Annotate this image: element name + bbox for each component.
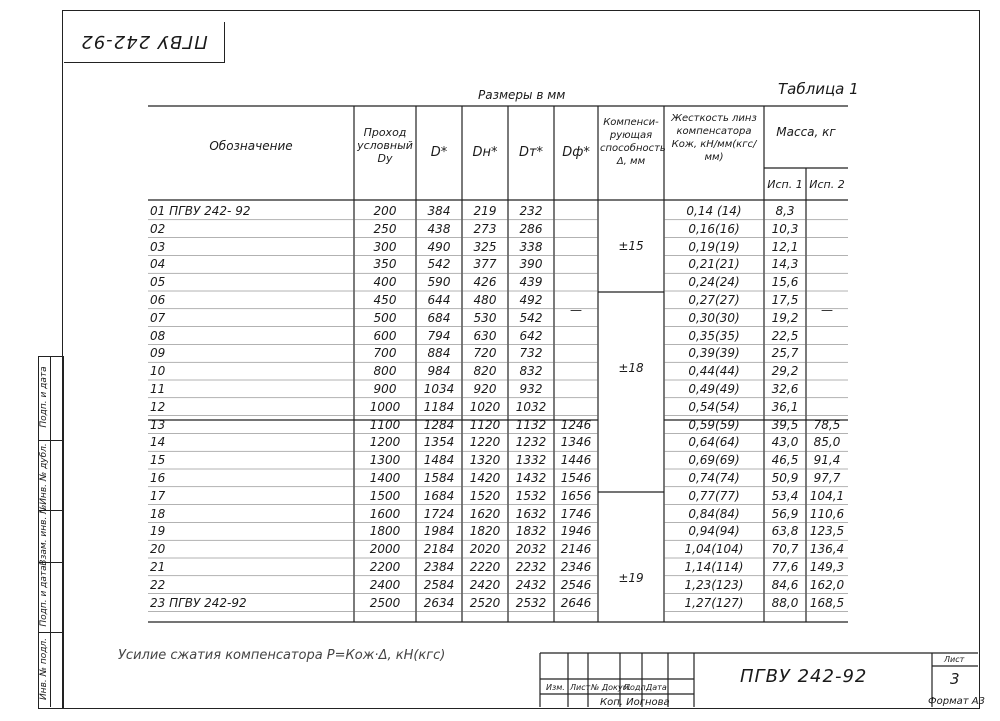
cell-dt: 1332	[515, 453, 547, 468]
cell-dy: 1600	[369, 506, 401, 521]
cell-dn: 820	[473, 364, 497, 379]
cell-d: 1354	[423, 435, 455, 450]
cell-dy: 600	[373, 328, 397, 343]
cell-name: 10	[150, 364, 166, 379]
cell-stiff: 0,74(74)	[688, 471, 740, 485]
cell-dt: 390	[519, 257, 543, 272]
cell-dn: 1520	[469, 488, 501, 503]
cell-dn: 1120	[469, 417, 501, 432]
cell-stiff: 0,49(49)	[688, 382, 740, 396]
cell-m1: 19,2	[771, 310, 799, 325]
cell-dy: 700	[373, 346, 397, 361]
cell-stiff: 0,24(24)	[688, 275, 740, 290]
cell-dt: 2432	[515, 577, 547, 592]
cell-df: 2146	[560, 542, 592, 557]
cell-stiff: 1,23(123)	[684, 577, 744, 592]
cell-dt: 542	[519, 310, 543, 325]
cell-dy: 800	[373, 364, 397, 379]
cell-dt: 1132	[515, 417, 547, 432]
cell-d: 2634	[423, 595, 455, 610]
cell-name: 05	[150, 275, 166, 290]
cell-d: 1724	[423, 506, 455, 521]
cell-dt: 932	[519, 382, 543, 396]
cell-name: 23 ПГВУ 242-92	[150, 595, 247, 610]
cell-dt: 1032	[515, 399, 547, 414]
cell-dy: 1300	[369, 453, 401, 468]
cell-stiff: 0,59(59)	[688, 417, 740, 432]
cell-dy: 400	[373, 275, 397, 290]
cell-dt: 286	[519, 221, 543, 236]
header-stiff: Жесткость линз компенсатора Кож, кН/мм(кгс/мм)	[671, 113, 757, 163]
cell-d: 384	[427, 204, 451, 218]
sidebar-label-dup-inv: Инв. № дубл.	[39, 443, 49, 505]
cell-dn: 2020	[469, 542, 501, 557]
cell-df: 1656	[560, 488, 592, 503]
cell-dy: 1500	[369, 488, 401, 503]
cell-m1: 8,3	[775, 204, 795, 218]
cell-d: 984	[427, 364, 451, 379]
cell-name: 15	[150, 453, 166, 468]
cell-dn: 273	[473, 221, 497, 236]
cell-name: 12	[150, 399, 166, 414]
cell-d: 1684	[423, 488, 455, 503]
cell-name: 08	[150, 328, 166, 343]
cell-dn: 426	[473, 275, 497, 290]
cell-dn: 1620	[469, 506, 501, 521]
cell-stiff: 0,94(94)	[688, 524, 740, 539]
cell-df: 2546	[560, 577, 592, 592]
cell-m1: 70,7	[771, 542, 799, 557]
cell-df: 1246	[560, 417, 592, 432]
cell-d: 794	[427, 328, 451, 343]
dims-note: Размеры в мм	[478, 88, 566, 102]
cell-stiff: 0,21(21)	[688, 257, 740, 272]
header-dy: Проход условный Dy	[357, 126, 413, 165]
sidebar-label-sign-date-2: Подп. и дата	[39, 565, 49, 627]
comp-range-b: ±18	[618, 361, 644, 375]
cell-m2: 110,6	[809, 506, 845, 521]
tb-col-sign: Подп.	[624, 683, 649, 692]
cell-d: 1484	[423, 453, 455, 468]
cell-dy: 2000	[369, 542, 401, 557]
sidebar-label-orig-inv: Инв. № подл.	[39, 637, 49, 701]
cell-d: 644	[427, 293, 451, 307]
sheet-label: Лист	[944, 655, 965, 664]
cell-dn: 2220	[469, 560, 501, 574]
cell-df: 1946	[560, 524, 592, 539]
cell-dy: 1100	[369, 417, 401, 432]
cell-m2: 85,0	[813, 435, 841, 450]
cell-d: 542	[427, 257, 451, 272]
cell-dy: 200	[373, 204, 397, 218]
cell-name: 09	[150, 346, 166, 361]
cell-m1: 39,5	[771, 417, 799, 432]
cell-d: 490	[427, 239, 451, 254]
cell-stiff: 1,04(104)	[684, 542, 744, 557]
cell-dy: 450	[373, 293, 397, 307]
cell-stiff: 0,30(30)	[688, 310, 740, 325]
cell-m1: 17,5	[771, 293, 799, 307]
cell-dn: 1220	[469, 435, 501, 450]
cell-name: 06	[150, 293, 166, 307]
cell-stiff: 0,14 (14)	[686, 204, 742, 218]
table-title: Таблица 1	[778, 80, 859, 98]
cell-d: 1184	[423, 399, 455, 414]
cell-name: 16	[150, 471, 166, 485]
cell-name: 04	[150, 257, 166, 272]
cell-m1: 53,4	[771, 488, 799, 503]
cell-stiff: 0,19(19)	[688, 239, 740, 254]
cell-dy: 1400	[369, 471, 401, 485]
cell-dn: 480	[473, 293, 497, 307]
cell-dy: 2200	[369, 560, 401, 574]
cell-stiff: 0,69(69)	[688, 453, 740, 468]
cell-d: 2584	[423, 577, 455, 592]
cell-name: 20	[150, 542, 166, 557]
cell-dy: 250	[373, 221, 397, 236]
cell-dt: 2232	[515, 560, 547, 574]
cell-dn: 1820	[469, 524, 501, 539]
cell-m2: 78,5	[813, 417, 841, 432]
header-isp1: Исп. 1	[767, 178, 803, 191]
cell-d: 1284	[423, 417, 455, 432]
cell-dy: 1800	[369, 524, 401, 539]
mass2-dash: —	[821, 303, 833, 317]
cell-m1: 50,9	[771, 471, 799, 485]
cell-m1: 22,5	[771, 328, 799, 343]
cell-dt: 832	[519, 364, 543, 379]
cell-dn: 219	[473, 204, 497, 218]
cell-dy: 300	[373, 239, 397, 254]
cell-dn: 2420	[469, 577, 501, 592]
cell-name: 21	[150, 560, 166, 574]
cell-m2: 149,3	[809, 560, 845, 574]
tb-col-date: Дата	[646, 683, 667, 692]
cell-dt: 1632	[515, 506, 547, 521]
sheet-number: 3	[950, 670, 960, 688]
cell-m1: 36,1	[771, 399, 799, 414]
cell-m1: 77,6	[771, 560, 799, 574]
cell-m1: 32,6	[771, 382, 799, 396]
header-designation: Обозначение	[209, 139, 293, 153]
cell-d: 2384	[423, 560, 455, 574]
cell-df: 1746	[560, 506, 592, 521]
tb-col-list: Лист	[570, 683, 591, 692]
cell-name: 03	[150, 239, 166, 254]
cell-d: 684	[427, 310, 451, 325]
cell-name: 07	[150, 310, 166, 325]
cell-name: 18	[150, 506, 166, 521]
cell-m1: 12,1	[771, 239, 799, 254]
cell-dt: 2032	[515, 542, 547, 557]
cell-name: 14	[150, 435, 166, 450]
header-mass: Масса, кг	[776, 125, 836, 139]
header-isp2: Исп. 2	[809, 178, 845, 191]
cell-stiff: 0,77(77)	[688, 488, 740, 503]
cell-dn: 720	[473, 346, 497, 361]
cell-dy: 1000	[369, 399, 401, 414]
tb-col-izm: Изм.	[546, 683, 565, 692]
cell-dt: 1432	[515, 471, 547, 485]
title-block-code: ПГВУ 242-92	[740, 666, 868, 687]
cell-dn: 630	[473, 328, 497, 343]
cell-dt: 492	[519, 293, 543, 307]
cell-dy: 500	[373, 310, 397, 325]
header-dn: Dн*	[472, 145, 498, 160]
cell-dt: 439	[519, 275, 543, 290]
top-stamp-code: ПГВУ 242-92	[80, 31, 208, 53]
cell-dn: 1420	[469, 471, 501, 485]
cell-m1: 63,8	[771, 524, 799, 539]
cell-dn: 1320	[469, 453, 501, 468]
cell-m1: 43,0	[771, 435, 799, 450]
cell-dy: 2500	[369, 595, 401, 610]
cell-dt: 1232	[515, 435, 547, 450]
cell-name: 01 ПГВУ 242- 92	[150, 204, 251, 218]
cell-m2: 168,5	[809, 595, 845, 610]
cell-dt: 232	[519, 204, 543, 218]
cell-name: 13	[150, 417, 166, 432]
cell-dn: 920	[473, 382, 497, 396]
cell-d: 1034	[423, 382, 455, 396]
cell-dt: 338	[519, 239, 543, 254]
cell-name: 02	[150, 221, 166, 236]
cell-d: 1584	[423, 471, 455, 485]
cell-d: 884	[427, 346, 451, 361]
cell-df: 1346	[560, 435, 592, 450]
copied-by: Коп. Иогнова	[600, 697, 670, 708]
cell-stiff: 0,84(84)	[688, 506, 740, 521]
cell-m1: 25,7	[771, 346, 799, 361]
header-d: D*	[430, 145, 448, 160]
cell-df: 2346	[560, 560, 592, 574]
cell-m2: 97,7	[813, 471, 841, 485]
sidebar-label-repl-inv: Взам. инв. №	[39, 504, 49, 566]
cell-m1: 46,5	[771, 453, 799, 468]
cell-d: 2184	[423, 542, 455, 557]
header-dt: Dт*	[518, 145, 544, 160]
cell-dy: 2400	[369, 577, 401, 592]
cell-stiff: 0,39(39)	[688, 346, 740, 361]
cell-df: 1446	[560, 453, 592, 468]
cell-stiff: 1,14(114)	[684, 560, 744, 574]
cell-dn: 325	[473, 239, 497, 254]
footnote: Усилие сжатия компенсатора P=Кож·Δ, кН(кгс)	[118, 648, 446, 663]
comp-range-a: ±15	[618, 239, 644, 253]
cell-dt: 1832	[515, 524, 547, 539]
cell-stiff: 1,27(127)	[684, 595, 744, 610]
cell-m2: 136,4	[809, 542, 845, 557]
header-df: Dф*	[562, 145, 590, 160]
cell-d: 438	[427, 221, 451, 236]
cell-name: 22	[150, 577, 166, 592]
cell-dy: 350	[373, 257, 397, 272]
df-dash: —	[570, 303, 582, 317]
cell-m1: 84,6	[771, 577, 799, 592]
cell-stiff: 0,64(64)	[688, 435, 740, 450]
cell-m2: 91,4	[813, 453, 841, 468]
cell-stiff: 0,27(27)	[688, 293, 740, 307]
cell-name: 11	[150, 382, 166, 396]
comp-range-c: ±19	[618, 571, 644, 585]
cell-dt: 1532	[515, 488, 547, 503]
cell-df: 1546	[560, 471, 592, 485]
cell-dn: 1020	[469, 399, 501, 414]
cell-name: 17	[150, 488, 166, 503]
cell-dt: 2532	[515, 595, 547, 610]
cell-m1: 88,0	[771, 595, 799, 610]
cell-dn: 530	[473, 310, 497, 325]
cell-m1: 56,9	[771, 506, 799, 521]
cell-m2: 104,1	[809, 488, 845, 503]
cell-m2: 123,5	[809, 524, 845, 539]
cell-d: 1984	[423, 524, 455, 539]
cell-stiff: 0,44(44)	[688, 364, 740, 379]
sidebar-label-sign-date-1: Подп. и дата	[39, 366, 49, 428]
cell-d: 590	[427, 275, 451, 290]
format-label: Формат А3	[928, 696, 985, 707]
cell-dt: 642	[519, 328, 543, 343]
cell-m1: 10,3	[771, 221, 799, 236]
cell-dn: 2520	[469, 595, 501, 610]
tb-col-doc: № Докум.	[591, 683, 632, 692]
cell-df: 2646	[560, 595, 592, 610]
cell-m1: 14,3	[771, 257, 799, 272]
cell-m1: 15,6	[771, 275, 799, 290]
cell-stiff: 0,54(54)	[688, 399, 740, 414]
cell-name: 19	[150, 524, 166, 539]
cell-stiff: 0,35(35)	[688, 328, 740, 343]
cell-dt: 732	[519, 346, 543, 361]
cell-stiff: 0,16(16)	[688, 221, 740, 236]
cell-m2: 162,0	[809, 577, 845, 592]
header-comp: Компенси-рующая способность Δ, мм	[600, 117, 666, 167]
cell-dy: 1200	[369, 435, 401, 450]
cell-m1: 29,2	[771, 364, 799, 379]
cell-dn: 377	[473, 257, 497, 272]
cell-dy: 900	[373, 382, 397, 396]
